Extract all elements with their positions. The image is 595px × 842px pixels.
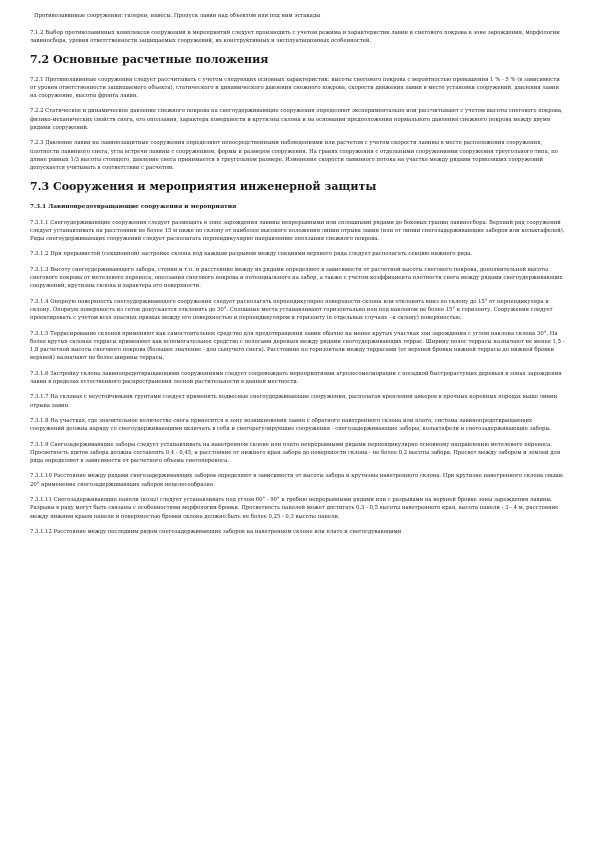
paragraph: 7.3.1.3 Высоту снегоудерживающего забора, стенки и т.п. и расстояние между их рядами определяют в зависимости от расчетной высоты снегового покрова, дополнительной высоты снегового покрова от метелевого переноса, оползания снегового покрова и потенциального на забор, а также с учетом коэффициента плотности снега между рядами снегоудерживающих сооружений, крутизны склона и характера его поверхности. [30, 266, 563, 290]
paragraph: 7.3.1.11 Снегозадерживающие панели (козы) следует устанавливать под углом 60° - 90° к гребню непрерывными рядами или с разрывами на верхней бровке зоны зарождения лавины. Разрывы в ряду могут быть связаны с особенностями морфологии бровки. Просветность панелей может достигать 0,3 - 0,5 высоты наветренного края, высота панели - 3 - 4 м, расстояние между нижним краем панели и поверхностью бровки склона должно быть не более 0,25 - 0,3 высоты панели. [30, 496, 559, 520]
section-heading: 7.3 Сооружения и мероприятия инженерной защиты [30, 179, 377, 193]
paragraph: 7.3.1.4 Опорную поверхность снегоудерживающего сооружения следует располагать перпендикулярно поверхности склона или отклонять вниз по склону до 15° от перпендикуляра к склону. Опорную поверхность из сеток допускается отклонять до 30°. Сплошные места устанавливают горизонтально или под наклоном не более 15° к горизонту. Сооружения следует проектировать с учетом всех опасных прямых между его поверхностью и перпендикуляром к горизонту (в отдельных случаях - к склону) поверхностью. [30, 298, 553, 322]
paragraph: 7.3.1.2 При прерывистой (секционной) застройке склона под каждым разрывом между секциями верхнего ряда следует располагать секцию нижнего ряда. [30, 251, 473, 258]
paragraph: 7.3.1.10 Расстояние между рядами снегозадерживающих заборов определяют в зависимости от высоты забора и крутизны наветренного склона. При крутизне наветренного склона свыше 20° применение снегозадерживающих заборов нецелесообразно. [30, 473, 564, 488]
paragraph: 7.3.1.8 На участках, где значительное количество снега приносится в зону возникновения лавин с обратного наветренного склона или плато, система лавинопредотвращающих сооружений должна наряду со снегоудерживающими включать в себя и снегорегулирующие сооружения - снегозадерживающие заборы, кольктафели и снегозадерживающие заборы. [30, 417, 552, 433]
paragraph: 7.3.1.1 Снегоудерживающие сооружения следует размещать в зоне зарождения лавины непрерывными или сплошными рядами до боковых границ лавиносбора. Верхний ряд сооружений следует устанавливать на расстоянии не более 15 м ниже по склону от наиболее высокого положения линии отрыва лавин (или от линии снегозадерживающих заборов или кольктафелей). Ряды снегоудерживающих сооружений следует располагать перпендикулярно направлению оползания снежного покрова. [30, 219, 565, 243]
paragraph: 7.3.1.12 Расстояние между последним рядом снегозадерживающих заборов на наветренном склоне или плато и снегосдувающими [30, 528, 402, 535]
document-body [30, 29, 565, 536]
subsection-heading: 7.3.1 Лавинопредотвращающие сооружения и мероприятия [30, 203, 237, 210]
paragraph: 7.3.1.5 Террасирование склонов применяют как самостоятельное средство для предотвращения лавин обычно на менее крутых участках зон зарождения с углом наклона склона 30°. На более крутых склонах террасы применяют как вспомогательное средство с полосами деревьев между рядами снегоудерживающих террас. Ширину полос террасы назначают не менее 1,5 - 1,8 расчетной высоты снегового покрова (большее значение - для сыпучего снега). Расстояние по горизонтали между террасами (от верхней бровки нижней террасы до нижней бровки верхней) назначают не более ширины террасы. [30, 330, 565, 362]
paragraph: 7.3.1.9 Снегозадерживающие заборы следует устанавливать на наветренном склоне или плато непрерывными рядами перпендикулярно основному направлению метелевого переноса. Просветность щитов забора должна составлять 0,4 - 0,45, а расстояние от нижнего края забора до поверхности склона - не более 0,2 высоты забора. Просвет между забором и землей для ряда определяют в зависимости от расчетного объема снегопереноса. [30, 441, 561, 465]
paragraph: 7.3.1.6 Застройку склона лавинопредотвращающими сооружениями следует сопровождать мероприятиями агролесомелиорации с посадкой быстрорастущих деревьев в зонах зарождения лавин в пределах естественного распространения лесной растительности в данной местности. [30, 370, 562, 386]
paragraph: 7.3.1.7 На склонах с неустойчивыми грунтами следует применять подвесные снегоудерживающие сооружения, располагая крепления анкеров в прочных коренных породах выше линии отрыва лавин. [30, 394, 558, 409]
paragraph: 7.2.2 Статическое и динамическое давление снежного покрова на снегоудерживающие сооружения определяют экспериментально или рассчитывают с учетом высоты снегового покрова, физико-механических свойств снега, его оползания, характера поверхности и крутизны склона и на основании предположения нормального давления снежного покрова между двумя рядами сооружений. [30, 108, 563, 132]
paragraph: 7.2.1 Противолавинные сооружения следует рассчитывать с учетом следующих основных характеристик: высоты снегового покрова с вероятностью превышения 1 % - 5 % (в зависимости от уровня ответственности защищаемого объекта), статического и динамического давления снежного покрова, скорости движения лавин в месте установки сооружений, давления лавин на сооружение, высоты фронта лавин. [30, 76, 560, 100]
running-header: Противолавинные сооружения: галереи, навесы. Пропуск лавин над объектом или под ним эстакады [34, 13, 321, 19]
paragraph: 7.1.2 Выбор противолавинных комплексов сооружений и мероприятий следует производить с учетом режима и характеристик лавин и снегового покрова в зоне зарождения, морфологии лавиносбора, уровня ответственности защищаемых сооружений, их конструктивных и эксплуатационных особенностей. [30, 30, 560, 45]
paragraph: 7.2.3 Давление лавин на лавинозащитные сооружения определяют непосредственными наблюдениями или расчетом с учетом скорости лавины в месте расположения сооружения, плотности лавинного снега, угла встречи лавины с сооружением, формы и размеров сооружения. На гранях сооружения с отдельными сооружениями сооружения треугольного типа, по длине равных 1/3 высоты стоящего, давление снега принимается в треугольном размере. Изменение скорости лавинного потока на участке между рядами тормозящих сооружений допускается учитывать в соответствии с расчетом. [30, 140, 558, 172]
section-heading: 7.2 Основные расчетные положения [30, 52, 269, 66]
